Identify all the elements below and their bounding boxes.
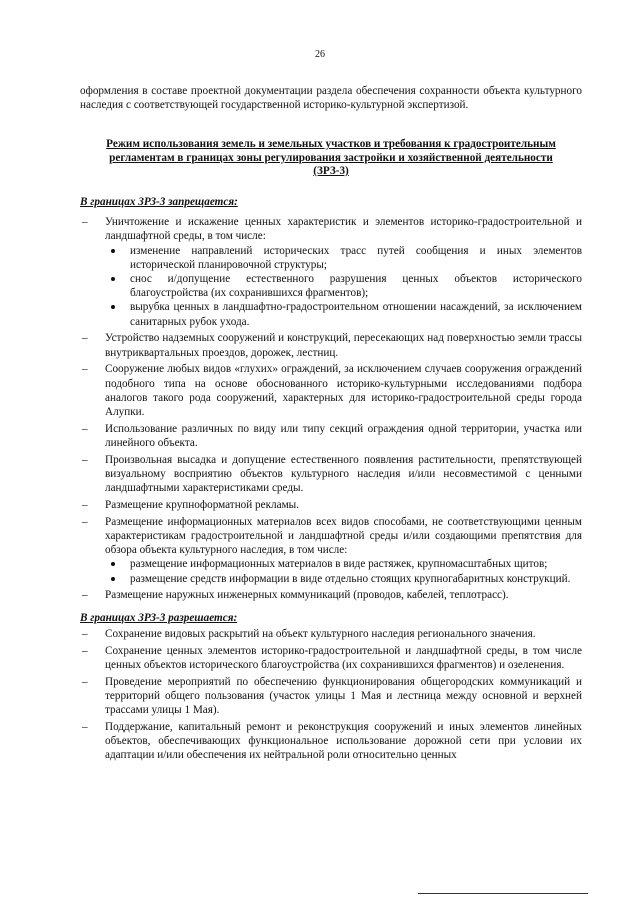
sub-list bbox=[105, 557, 582, 585]
list-item-text: Сооружение любых видов «глухих» ограждений, за исключением случаев сооружения ограждений подобного типа на основе обоснованного историко-культурными исследованиями подбора аналогов такого рода сооружений, характерных для историко-градостроительной среды города Алупки. bbox=[105, 363, 582, 419]
list-item bbox=[80, 720, 582, 763]
allowed-heading: В границах ЗРЗ-3 разрешается: bbox=[80, 611, 238, 624]
list-item bbox=[80, 331, 582, 359]
list-item-text: Размещение информационных материалов всех видов способами, не соответствующими ценным характеристикам градостроительной и ландшафтной среды и/или создающими препятствия для обзора объекта культурного наследия, в том числе: bbox=[105, 515, 582, 557]
allowed-list bbox=[80, 627, 582, 763]
dash-marker: – bbox=[82, 499, 88, 512]
page-number: 26 bbox=[315, 49, 325, 60]
list-item-text: Использование различных по виду или типу секций ограждения одной территории, участка или линейного объекта. bbox=[105, 422, 582, 450]
sub-list-item bbox=[105, 244, 582, 272]
list-item-text: Произвольная высадка и допущение естественного появления растительности, препятствующей визуальному восприятию объектов культурного наследия и/или несовместимой с ценными ландшафтными характеристиками среды. bbox=[105, 453, 582, 495]
list-item-text: Уничтожение и искажение ценных характеристик и элементов историко-градостроительной и ландшафтной среды, в том числе: bbox=[105, 216, 582, 243]
list-item-text: Сохранение ценных элементов историко-градостроительной и ландшафтной среды, в том числе ценных объектов исторического благоустройства (их сохранившихся фрагментов) и озеленения. bbox=[105, 644, 582, 671]
dash-marker: – bbox=[82, 216, 88, 229]
sub-list-item bbox=[105, 300, 582, 328]
bullet-icon bbox=[111, 249, 115, 253]
list-item-text: Размещение наружных инженерных коммуникаций (проводов, кабелей, теплотрасс). bbox=[105, 589, 509, 602]
bullet-icon bbox=[111, 277, 115, 281]
dash-marker: – bbox=[82, 422, 88, 435]
list-item bbox=[80, 588, 582, 602]
dash-marker: – bbox=[82, 453, 88, 466]
sub-list-item-text: изменение направлений исторических трасс путей сообщения и иных элементов исторической планировочной структуры; bbox=[130, 244, 582, 271]
list-item-text: Сохранение видовых раскрытий на объект культурного наследия регионального значения. bbox=[105, 627, 536, 640]
prohibited-list bbox=[80, 215, 582, 602]
list-item-text: Поддержание, капитальный ремонт и реконструкция сооружений и иных элементов линейных объектов, обеспечивающих функциональное использование дорожной сети при условии их адаптации и/или обеспечения их нейтральной роли относительно ценных bbox=[105, 720, 582, 762]
sub-list-item-text: вырубка ценных в ландшафтно-градостроительном отношении насаждений, за исключением санитарных рубок ухода. bbox=[130, 301, 582, 328]
prohibited-heading: В границах ЗРЗ-3 запрещается: bbox=[80, 196, 238, 209]
list-item bbox=[80, 362, 582, 419]
dash-marker: – bbox=[82, 720, 88, 733]
dash-marker: – bbox=[82, 589, 88, 602]
bullet-icon bbox=[111, 577, 115, 581]
list-item bbox=[80, 422, 582, 450]
section-title: Режим использования земель и земельных участков и требования к градостроительным регламентам в границах зоны регулирования застройки и хозяйственной деятельности (ЗРЗ-3) bbox=[106, 138, 556, 177]
footer-rule bbox=[418, 893, 588, 894]
dash-marker: – bbox=[82, 627, 88, 640]
list-item bbox=[80, 644, 582, 672]
dash-marker: – bbox=[82, 515, 88, 528]
list-item-text: Устройство надземных сооружений и конструкций, пересекающих над поверхностью земли трассы внутриквартальных проездов, дорожек, лестниц. bbox=[105, 332, 582, 359]
dash-marker: – bbox=[82, 675, 88, 688]
dash-marker: – bbox=[82, 332, 88, 345]
bullet-icon bbox=[111, 305, 115, 309]
list-item bbox=[80, 215, 582, 329]
sub-list-item bbox=[105, 272, 582, 300]
sub-list-item-text: размещение информационных материалов в виде растяжек, крупномасштабных щитов; bbox=[130, 558, 548, 571]
list-item bbox=[80, 675, 582, 718]
sub-list bbox=[105, 244, 582, 329]
bullet-icon bbox=[111, 562, 115, 566]
list-item bbox=[80, 453, 582, 496]
intro-paragraph: оформления в составе проектной документации раздела обеспечения сохранности объекта культурного наследия с соответствующей государственной историко-культурной экспертизой. bbox=[80, 85, 582, 112]
sub-list-item bbox=[105, 572, 582, 586]
dash-marker: – bbox=[82, 363, 88, 376]
sub-list-item bbox=[105, 557, 582, 571]
document-body bbox=[80, 84, 582, 765]
list-item-text: Проведение мероприятий по обеспечению функционирования общегородских коммуникаций и территорий общего пользования (участок улицы 1 Мая и лестница между основной и верхней трассами улицы 1 Мая). bbox=[105, 675, 582, 717]
sub-list-item-text: снос и/допущение естественного разрушения ценных объектов исторического благоустройства (их сохранившихся фрагментов); bbox=[130, 273, 582, 300]
list-item-text: Размещение крупноформатной рекламы. bbox=[105, 499, 299, 512]
list-item bbox=[80, 498, 582, 512]
list-item bbox=[80, 627, 582, 641]
list-item bbox=[80, 515, 582, 586]
sub-list-item-text: размещение средств информации в виде отдельно стоящих крупногабаритных конструкций. bbox=[130, 572, 571, 585]
dash-marker: – bbox=[82, 644, 88, 657]
